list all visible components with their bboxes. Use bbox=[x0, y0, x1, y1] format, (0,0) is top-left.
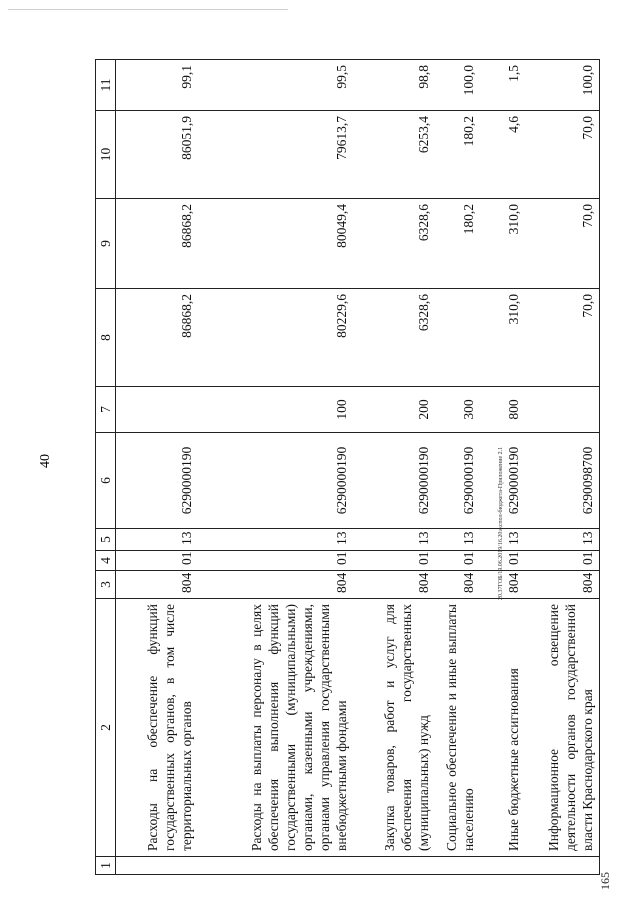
row-section-code: 01 bbox=[435, 551, 480, 571]
row-value-col9: 70,0 bbox=[525, 199, 600, 289]
row-target-article: 6290098700 bbox=[525, 433, 600, 529]
row-target-article: 6290000190 bbox=[435, 433, 480, 529]
row-section-code: 01 bbox=[353, 551, 435, 571]
row-expense-type: 100 bbox=[198, 387, 353, 433]
header-col-3: 3 bbox=[96, 571, 116, 599]
row-subsection-code: 13 bbox=[198, 529, 353, 551]
row-description: Расходы на выплаты персоналу в целях обеспечения выполнения функций государственными (муниципальными) органами, казенными учреждениями, органами управления государственными внебюджетными фондами bbox=[198, 599, 353, 857]
budget-table bbox=[95, 59, 600, 875]
header-col-7: 7 bbox=[96, 387, 116, 433]
row-value-col8 bbox=[435, 289, 480, 387]
row-value-col9: 86868,2 bbox=[116, 199, 198, 289]
page-number: 40 bbox=[38, 454, 53, 468]
scan-edge-line bbox=[8, 9, 288, 10]
row-cell-index bbox=[116, 857, 198, 875]
header-col-6: 6 bbox=[96, 433, 116, 529]
row-ministry-code: 804 bbox=[116, 571, 198, 599]
row-expense-type bbox=[525, 387, 600, 433]
table-row bbox=[435, 60, 480, 875]
row-description: Социальное обеспечение и иные выплаты населению bbox=[435, 599, 480, 857]
row-target-article: 6290000190 bbox=[353, 433, 435, 529]
header-col-4: 4 bbox=[96, 551, 116, 571]
table-row bbox=[525, 60, 600, 875]
row-value-col10: 79613,7 bbox=[198, 111, 353, 199]
header-col-10: 10 bbox=[96, 111, 116, 199]
row-subsection-code: 13 bbox=[353, 529, 435, 551]
footer-file-stamp: 20.37ГОБ/19.06.2019/16.20экспол-бюджета-Приложение 2.1 bbox=[498, 446, 504, 600]
row-percent: 99,5 bbox=[198, 60, 353, 111]
row-cell-index bbox=[353, 857, 435, 875]
row-cell-index bbox=[525, 857, 600, 875]
row-cell-index bbox=[435, 857, 480, 875]
row-value-col8: 70,0 bbox=[525, 289, 600, 387]
row-percent: 1,5 bbox=[480, 60, 525, 111]
table-row bbox=[198, 60, 353, 875]
row-ministry-code: 804 bbox=[198, 571, 353, 599]
row-ministry-code: 804 bbox=[435, 571, 480, 599]
row-subsection-code: 13 bbox=[480, 529, 525, 551]
row-value-col9: 180,2 bbox=[435, 199, 480, 289]
row-ministry-code: 804 bbox=[480, 571, 525, 599]
row-section-code: 01 bbox=[116, 551, 198, 571]
row-subsection-code: 13 bbox=[435, 529, 480, 551]
row-target-article: 6290000190 bbox=[480, 433, 525, 529]
row-description: Закупка товаров, работ и услуг для обеспечения государственных (муниципальных) нужд bbox=[353, 599, 435, 857]
row-value-col9: 310,0 bbox=[480, 199, 525, 289]
header-col-9: 9 bbox=[96, 199, 116, 289]
header-col-5: 5 bbox=[96, 529, 116, 551]
table-row bbox=[353, 60, 435, 875]
row-subsection-code: 13 bbox=[116, 529, 198, 551]
header-col-11: 11 bbox=[96, 60, 116, 111]
row-expense-type: 800 bbox=[480, 387, 525, 433]
header-col-2: 2 bbox=[96, 599, 116, 857]
row-section-code: 01 bbox=[525, 551, 600, 571]
margin-sheet-number: 165 bbox=[598, 872, 612, 890]
header-col-8: 8 bbox=[96, 289, 116, 387]
table-header-row bbox=[96, 60, 116, 875]
row-value-col10: 4,6 bbox=[480, 111, 525, 199]
row-target-article: 6290000190 bbox=[198, 433, 353, 529]
row-percent: 98,8 bbox=[353, 60, 435, 111]
row-section-code: 01 bbox=[480, 551, 525, 571]
row-expense-type bbox=[116, 387, 198, 433]
row-cell-index bbox=[480, 857, 525, 875]
row-ministry-code: 804 bbox=[353, 571, 435, 599]
row-value-col8: 6328,6 bbox=[353, 289, 435, 387]
row-ministry-code: 804 bbox=[525, 571, 600, 599]
row-value-col8: 310,0 bbox=[480, 289, 525, 387]
row-target-article: 6290000190 bbox=[116, 433, 198, 529]
row-description: Расходы на обеспечение функций государственных органов, в том числе территориальных органов bbox=[116, 599, 198, 857]
row-description: Информационное освещение деятельности органов государственной власти Краснодарского края bbox=[525, 599, 600, 857]
row-section-code: 01 bbox=[198, 551, 353, 571]
rotated-table-sheet bbox=[95, 60, 615, 875]
row-value-col10: 6253,4 bbox=[353, 111, 435, 199]
row-subsection-code: 13 bbox=[525, 529, 600, 551]
row-value-col10: 70,0 bbox=[525, 111, 600, 199]
row-description: Иные бюджетные ассигнования bbox=[480, 599, 525, 857]
row-value-col8: 80229,6 bbox=[198, 289, 353, 387]
row-percent: 99,1 bbox=[116, 60, 198, 111]
row-value-col9: 80049,4 bbox=[198, 199, 353, 289]
header-col-1: 1 bbox=[96, 857, 116, 875]
row-value-col10: 180,2 bbox=[435, 111, 480, 199]
row-expense-type: 300 bbox=[435, 387, 480, 433]
row-cell-index bbox=[198, 857, 353, 875]
row-value-col9: 6328,6 bbox=[353, 199, 435, 289]
row-expense-type: 200 bbox=[353, 387, 435, 433]
row-percent: 100,0 bbox=[525, 60, 600, 111]
row-value-col8: 86868,2 bbox=[116, 289, 198, 387]
table-row bbox=[116, 60, 198, 875]
row-value-col10: 86051,9 bbox=[116, 111, 198, 199]
row-percent: 100,0 bbox=[435, 60, 480, 111]
